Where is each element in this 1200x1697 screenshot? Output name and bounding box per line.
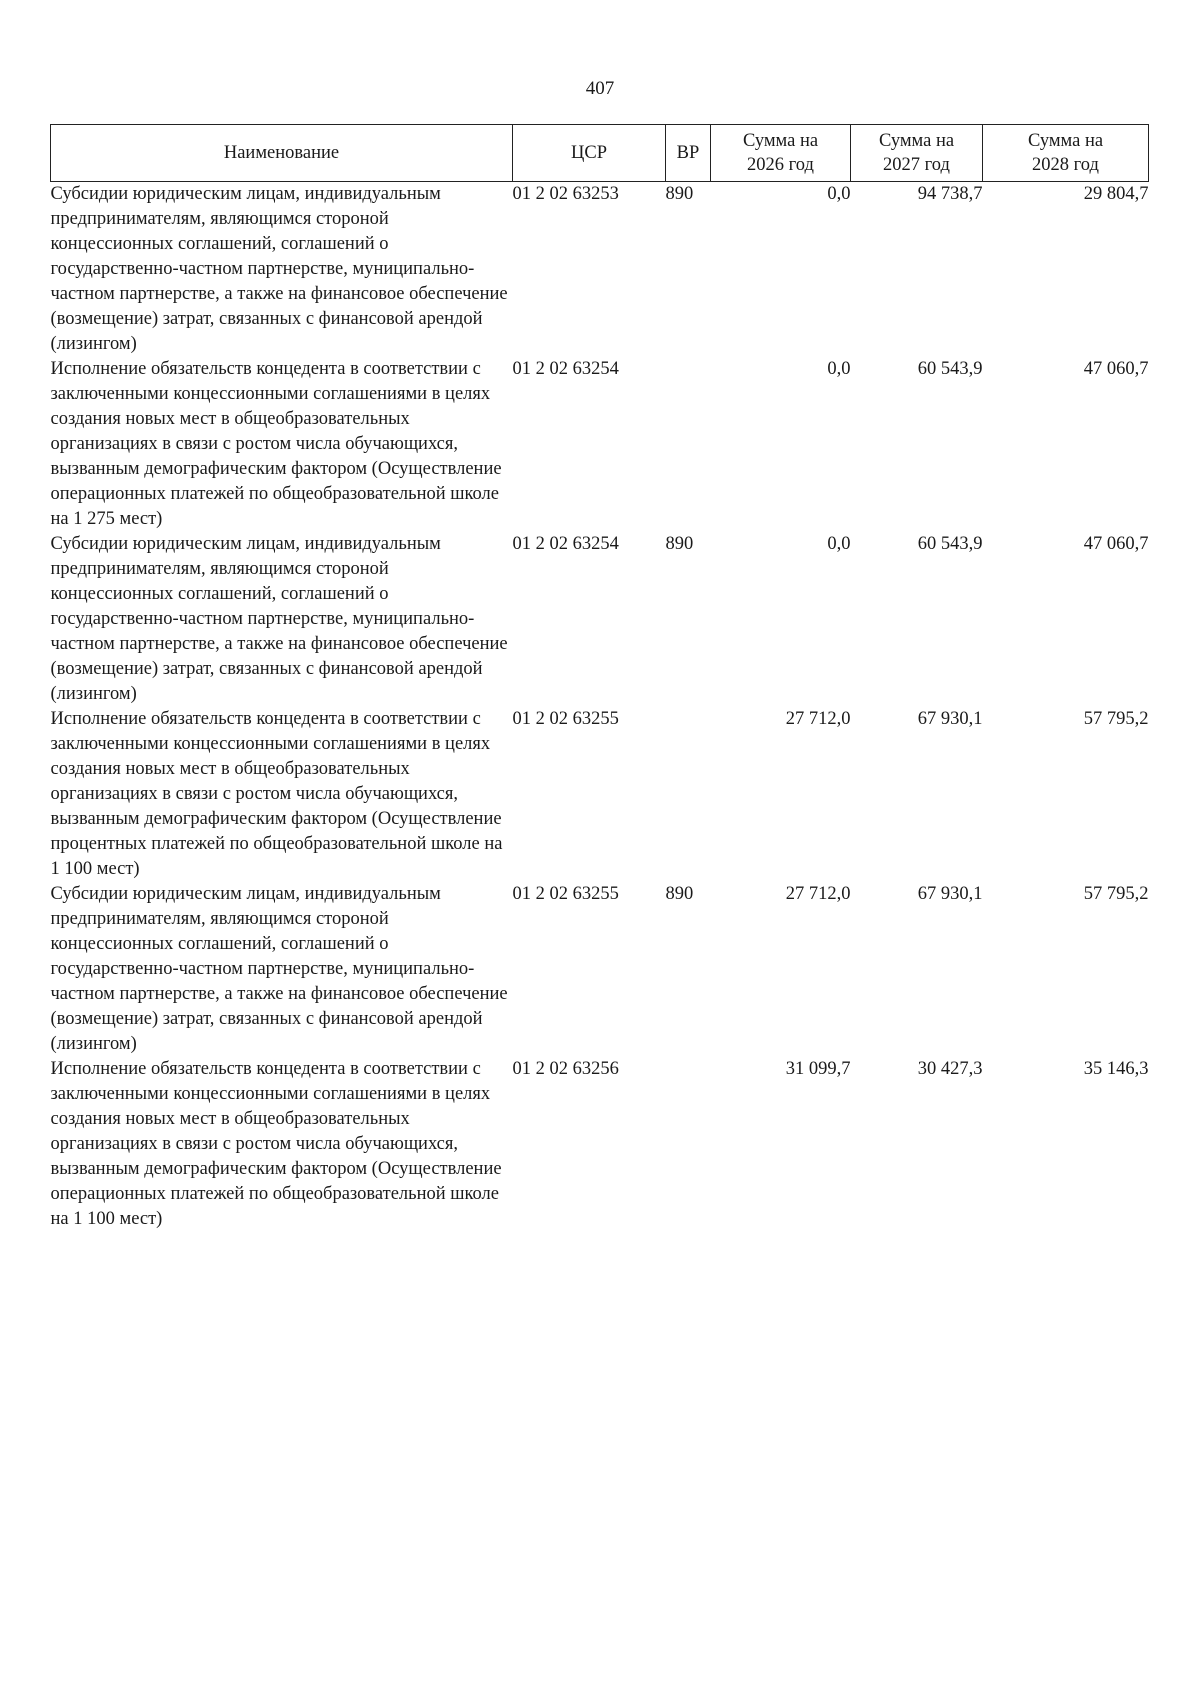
row-name: Исполнение обязательств концедента в соответствии с заключенными концессионными соглашениями в целях создания новых мест в общеобразовательных организациях в связи с ростом числа обучающихся, вызванным демографическим фактором (Осуществление операционных платежей по общеобразовательной школе на 1 275 мест) bbox=[50, 359, 502, 529]
row-name: Субсидии юридическим лицам, индивидуальным предпринимателям, являющимся стороной концессионных соглашений, соглашений о государственно-частном партнерстве, муниципально-частном партнерстве, а также на финансовое обеспечение (возмещение) затрат, связанных с финансовой арендой (лизингом) bbox=[50, 184, 508, 354]
header-sum-2026-line1: Сумма на bbox=[742, 131, 819, 151]
row-sum-2027: 94 738,7 bbox=[917, 184, 983, 204]
row-sum-2028: 29 804,7 bbox=[1083, 184, 1149, 204]
row-sum-2027: 67 930,1 bbox=[917, 709, 983, 729]
row-sum-2027: 60 543,9 bbox=[917, 534, 983, 554]
header-name: Наименование bbox=[51, 125, 513, 182]
header-csr: ЦСР bbox=[513, 125, 666, 182]
row-vr bbox=[666, 1057, 711, 1232]
row-csr: 01 2 02 63255 bbox=[512, 709, 619, 729]
row-sum-2026: 27 712,0 bbox=[785, 884, 851, 904]
row-sum-2026: 0,0 bbox=[827, 359, 851, 379]
header-sum-2028-line1: Сумма на bbox=[1027, 131, 1104, 151]
row-csr: 01 2 02 63254 bbox=[512, 534, 619, 554]
row-sum-2028: 47 060,7 bbox=[1083, 534, 1149, 554]
header-sum-2027-line2: 2027 год bbox=[883, 155, 950, 175]
row-vr: 890 bbox=[665, 184, 694, 204]
row-name: Субсидии юридическим лицам, индивидуальным предпринимателям, являющимся стороной концессионных соглашений, соглашений о государственно-частном партнерстве, муниципально-частном партнерстве, а также на финансовое обеспечение (возмещение) затрат, связанных с финансовой арендой (лизингом) bbox=[50, 884, 508, 1054]
row-sum-2028: 47 060,7 bbox=[1083, 359, 1149, 379]
header-vr: ВР bbox=[666, 125, 711, 182]
row-name: Субсидии юридическим лицам, индивидуальным предпринимателям, являющимся стороной концессионных соглашений, соглашений о государственно-частном партнерстве, муниципально-частном партнерстве, а также на финансовое обеспечение (возмещение) затрат, связанных с финансовой арендой (лизингом) bbox=[50, 534, 508, 704]
row-sum-2028: 57 795,2 bbox=[1083, 884, 1149, 904]
row-csr: 01 2 02 63256 bbox=[512, 1059, 619, 1079]
row-sum-2026: 27 712,0 bbox=[785, 709, 851, 729]
header-sum-2027-line1: Сумма на bbox=[878, 131, 955, 151]
row-csr: 01 2 02 63254 bbox=[512, 359, 619, 379]
row-csr: 01 2 02 63253 bbox=[512, 184, 619, 204]
table-header-row bbox=[51, 125, 1149, 182]
header-sum-2026-line2: 2026 год bbox=[747, 155, 814, 175]
row-sum-2027: 60 543,9 bbox=[917, 359, 983, 379]
row-sum-2026: 0,0 bbox=[827, 184, 851, 204]
header-sum-2028-line2: 2028 год bbox=[1032, 155, 1099, 175]
page-number: 407 bbox=[585, 78, 615, 99]
row-vr bbox=[666, 357, 711, 532]
row-vr: 890 bbox=[665, 534, 694, 554]
table-row bbox=[51, 1057, 1149, 1232]
table-row bbox=[51, 182, 1149, 358]
table-row bbox=[51, 532, 1149, 707]
row-name: Исполнение обязательств концедента в соответствии с заключенными концессионными соглашениями в целях создания новых мест в общеобразовательных организациях в связи с ростом числа обучающихся, вызванным демографическим фактором (Осуществление процентных платежей по общеобразовательной школе на 1 100 мест) bbox=[50, 709, 503, 879]
row-sum-2028: 35 146,3 bbox=[1083, 1059, 1149, 1079]
budget-table bbox=[50, 124, 1149, 1232]
row-sum-2027: 30 427,3 bbox=[917, 1059, 983, 1079]
header-sum-2026 bbox=[711, 125, 851, 182]
table-row bbox=[51, 357, 1149, 532]
header-sum-2027 bbox=[851, 125, 983, 182]
row-csr: 01 2 02 63255 bbox=[512, 884, 619, 904]
row-name: Исполнение обязательств концедента в соответствии с заключенными концессионными соглашениями в целях создания новых мест в общеобразовательных организациях в связи с ростом числа обучающихся, вызванным демографическим фактором (Осуществление операционных платежей по общеобразовательной школе на 1 100 мест) bbox=[50, 1059, 502, 1229]
row-vr: 890 bbox=[665, 884, 694, 904]
table-row bbox=[51, 882, 1149, 1057]
row-vr bbox=[666, 707, 711, 882]
row-sum-2028: 57 795,2 bbox=[1083, 709, 1149, 729]
table-row bbox=[51, 707, 1149, 882]
row-sum-2026: 0,0 bbox=[827, 534, 851, 554]
header-sum-2028 bbox=[983, 125, 1149, 182]
row-sum-2026: 31 099,7 bbox=[785, 1059, 851, 1079]
row-sum-2027: 67 930,1 bbox=[917, 884, 983, 904]
